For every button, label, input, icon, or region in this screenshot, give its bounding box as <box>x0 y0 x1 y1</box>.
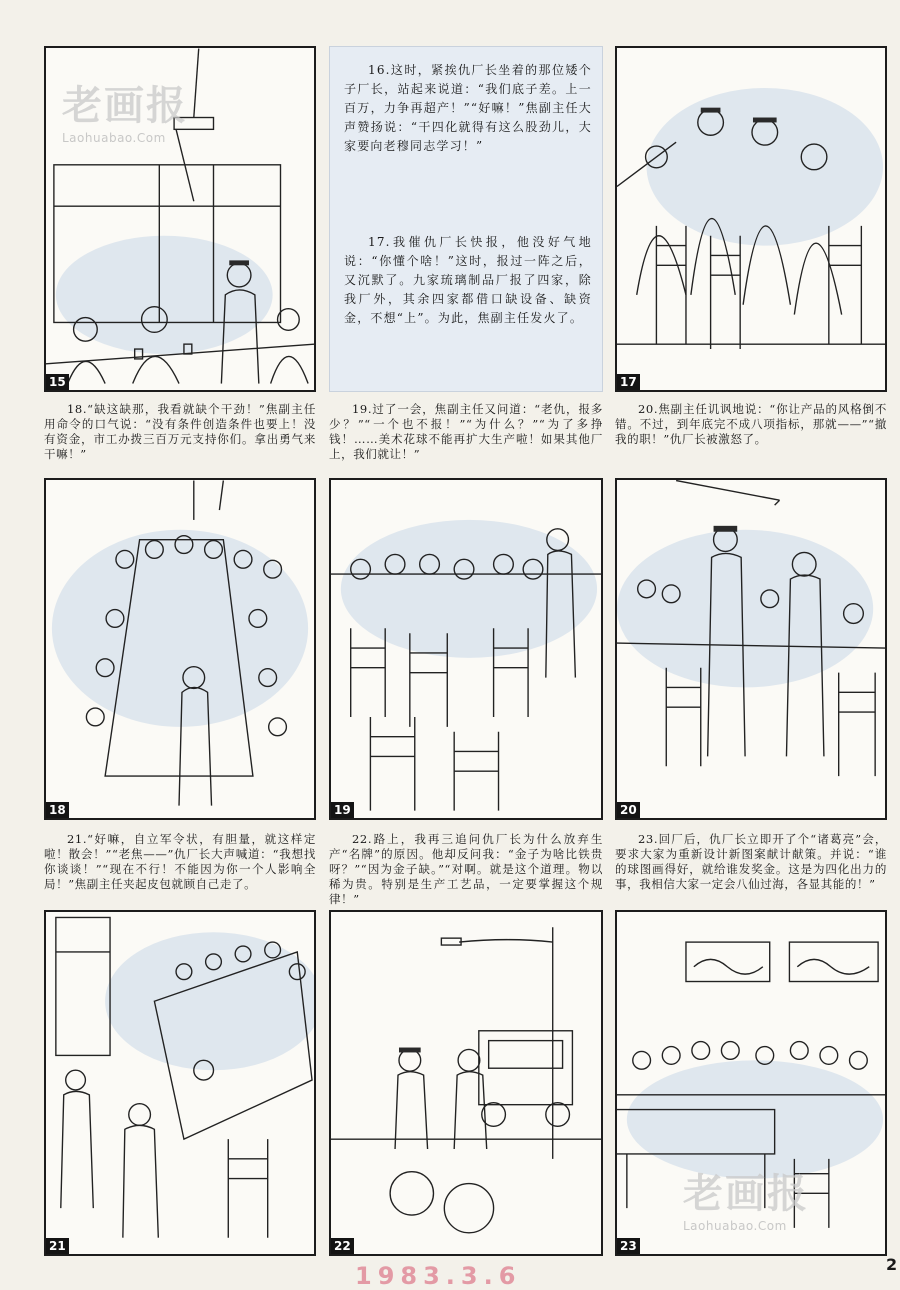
comic-panel-15 <box>44 46 316 392</box>
comic-panel-22 <box>329 910 603 1256</box>
comic-panel-17 <box>615 46 887 392</box>
panel-number: 15 <box>46 374 69 390</box>
caption-19: 19.过了一会，焦副主任又问道：“老仇，报多少？”“一个也不报！”“为什么？”“为了多挣钱！……美术花球不能再扩大生产啦！如果其他厂上，我们就让！” <box>329 402 603 461</box>
comic-panel-19 <box>329 478 603 820</box>
caption-21: 21.“好嘛，自立军令状，有胆量，就这样定啦！散会！”“老焦——”仇厂长大声喊道：“我想找你谈谈！”“现在不行！不能因为你一个人影响全局！”焦副主任夹起皮包就顾自己走了。 <box>44 832 316 891</box>
panel-number: 17 <box>617 374 640 390</box>
panel-number: 23 <box>617 1238 640 1254</box>
panel-number: 20 <box>617 802 640 818</box>
panel-number: 18 <box>46 802 69 818</box>
caption-16: 16.这时，紧挨仇厂长坐着的那位矮个子厂长，站起来说道：“我们底子差。上一百万，力争再超产！”“好嘛！”焦副主任大声赞扬说：“干四化就得有这么股劲儿，大家要向老穆同志学习！” <box>344 63 592 153</box>
page-number: 2 <box>886 1255 898 1274</box>
caption-20: 20.焦副主任讥讽地说：“你让产品的风格倒不错。不过，到年底完不成八项指标，那就——”“撤我的职！”仇厂长被激怒了。 <box>615 402 887 446</box>
watermark-logo: 老画报 <box>683 1171 809 1217</box>
panel-22-illustration <box>331 912 601 1254</box>
watermark <box>62 74 188 145</box>
panel-21-illustration <box>46 912 314 1254</box>
comic-panel-18 <box>44 478 316 820</box>
caption-18: 18.“缺这缺那，我看就缺个干劲！”焦副主任用命令的口气说：“没有条件创造条件也要上！没有资金，市工办拨三百万元支持你们。拿出勇气来干嘛！” <box>44 402 316 461</box>
caption-23: 23.回厂后，仇厂长立即开了个“诸葛亮”会，要求大家为重新设计新图案献计献策。并说：“谁的球图画得好，就给谁发奖金。这是为四化出力的事，我相信大家一定会八仙过海，各显其能的！” <box>615 832 887 891</box>
watermark-url: Laohuabao.Com <box>62 131 166 145</box>
panel-17-illustration <box>617 48 885 390</box>
panel-20-illustration <box>617 480 885 818</box>
comic-panel-20 <box>615 478 887 820</box>
comic-panel-23 <box>615 910 887 1256</box>
panel-number: 21 <box>46 1238 69 1254</box>
caption-17: 17.我催仇厂长快报，他没好气地说：“你懂个啥！”这时，报过一阵之后，又沉默了。九家琉璃制品厂报了四家，除我厂外，其余四家都借口缺设备、缺资金，不想“上”。为此，焦副主任发火了。 <box>344 235 592 325</box>
panel-number: 22 <box>331 1238 354 1254</box>
panel-number: 19 <box>331 802 354 818</box>
watermark <box>683 1162 809 1233</box>
panel-18-illustration <box>46 480 314 818</box>
caption-22: 22.路上，我再三追问仇厂长为什么放弃生产“名牌”的原因。他却反问我：“金子为啥比铁贵呀？”“因为金子缺。”“对啊。就是这个道理。物以稀为贵。特别是生产工艺品，一定要掌握这个规律！” <box>329 832 603 906</box>
text-panel-16-17 <box>329 46 603 392</box>
watermark-url: Laohuabao.Com <box>683 1219 787 1233</box>
watermark-logo: 老画报 <box>62 83 188 129</box>
panel-19-illustration <box>331 480 601 818</box>
comic-panel-21 <box>44 910 316 1256</box>
issue-date: 1983.3.6 <box>355 1262 522 1290</box>
